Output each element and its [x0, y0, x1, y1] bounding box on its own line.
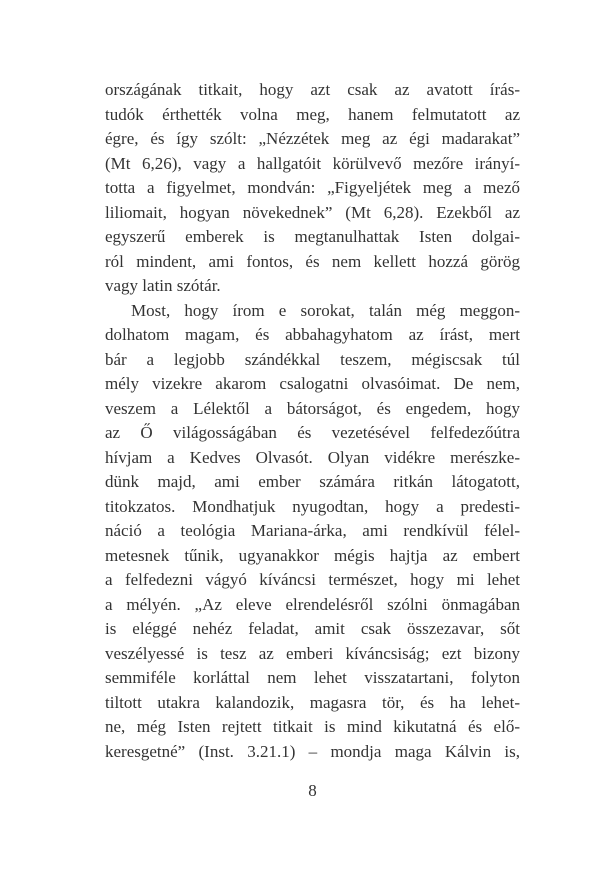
text-line: égre, és így szólt: „Nézzétek meg az égi madarakat” [105, 129, 520, 148]
page-number: 8 [308, 781, 317, 800]
text-line: titokzatos. Mondhatjuk nyugodtan, hogy a predesti- [105, 496, 520, 516]
text-line: mély vizekre akarom csalogatni olvasóimat. De nem, [105, 374, 520, 393]
text-line: náció a teológia Mariana-árka, ami rendkívül félel- [105, 521, 520, 540]
text-line: bár a legjobb szándékkal teszem, mégiscsak túl [105, 349, 520, 369]
text-line: keresgetné” (Inst. 3.21.1) – mondja maga Kálvin is, [105, 741, 520, 761]
text-line: az Ő világosságában és vezetésével felfedezőútra [105, 423, 520, 442]
text-line: liliomait, hogyan növekednek” (Mt 6,28). Ezekből az [105, 202, 520, 222]
text-line: hívjam a Kedves Olvasót. Olyan vidékre merészke- [105, 447, 520, 467]
text-line: ról mindent, ami fontos, és nem kellett hozzá görög [105, 251, 520, 271]
text-line: Most, hogy írom e sorokat, talán még meggon- [131, 300, 520, 320]
text-line: vagy latin szótár. [105, 276, 221, 295]
text-line: ne, még Isten rejtett titkait is mind kikutatná és elő- [105, 717, 520, 736]
text-line: dünk majd, ami ember számára ritkán látogatott, [105, 472, 520, 491]
text-line: egyszerű emberek is megtanulhattak Isten dolgai- [105, 227, 520, 246]
text-line: a felfedezni vágyó kíváncsi természet, hogy mi lehet [105, 570, 520, 589]
text-line: országának titkait, hogy azt csak az avatott írás- [105, 80, 520, 99]
text-line: tudók érthették volna meg, hanem felmutatott az [105, 104, 520, 124]
text-line: tiltott utakra kalandozik, magasra tör, és ha lehet- [105, 692, 520, 712]
text-line: metesnek tűnik, ugyanakkor mégis hajtja az embert [105, 545, 520, 565]
text-line: dolhatom magam, és abbahagyhatom az írást, mert [105, 325, 520, 344]
text-line: a mélyén. „Az eleve elrendelésről szólni önmagában [105, 594, 520, 614]
text-line: veszélyessé is tesz az emberi kíváncsiság; ezt bizony [105, 643, 520, 663]
text-line: semmiféle korláttal nem lehet visszatartani, folyton [105, 668, 520, 687]
text-line: veszem a Lélektől a bátorságot, és engedem, hogy [105, 398, 520, 418]
text-line: (Mt 6,26), vagy a hallgatóit körülvevő mezőre irányí- [105, 153, 520, 173]
text-line: is eléggé nehéz feladat, amit csak összezavar, sőt [105, 619, 520, 638]
text-column [105, 78, 520, 764]
text-line: totta a figyelmet, mondván: „Figyeljétek meg a mező [105, 178, 520, 197]
